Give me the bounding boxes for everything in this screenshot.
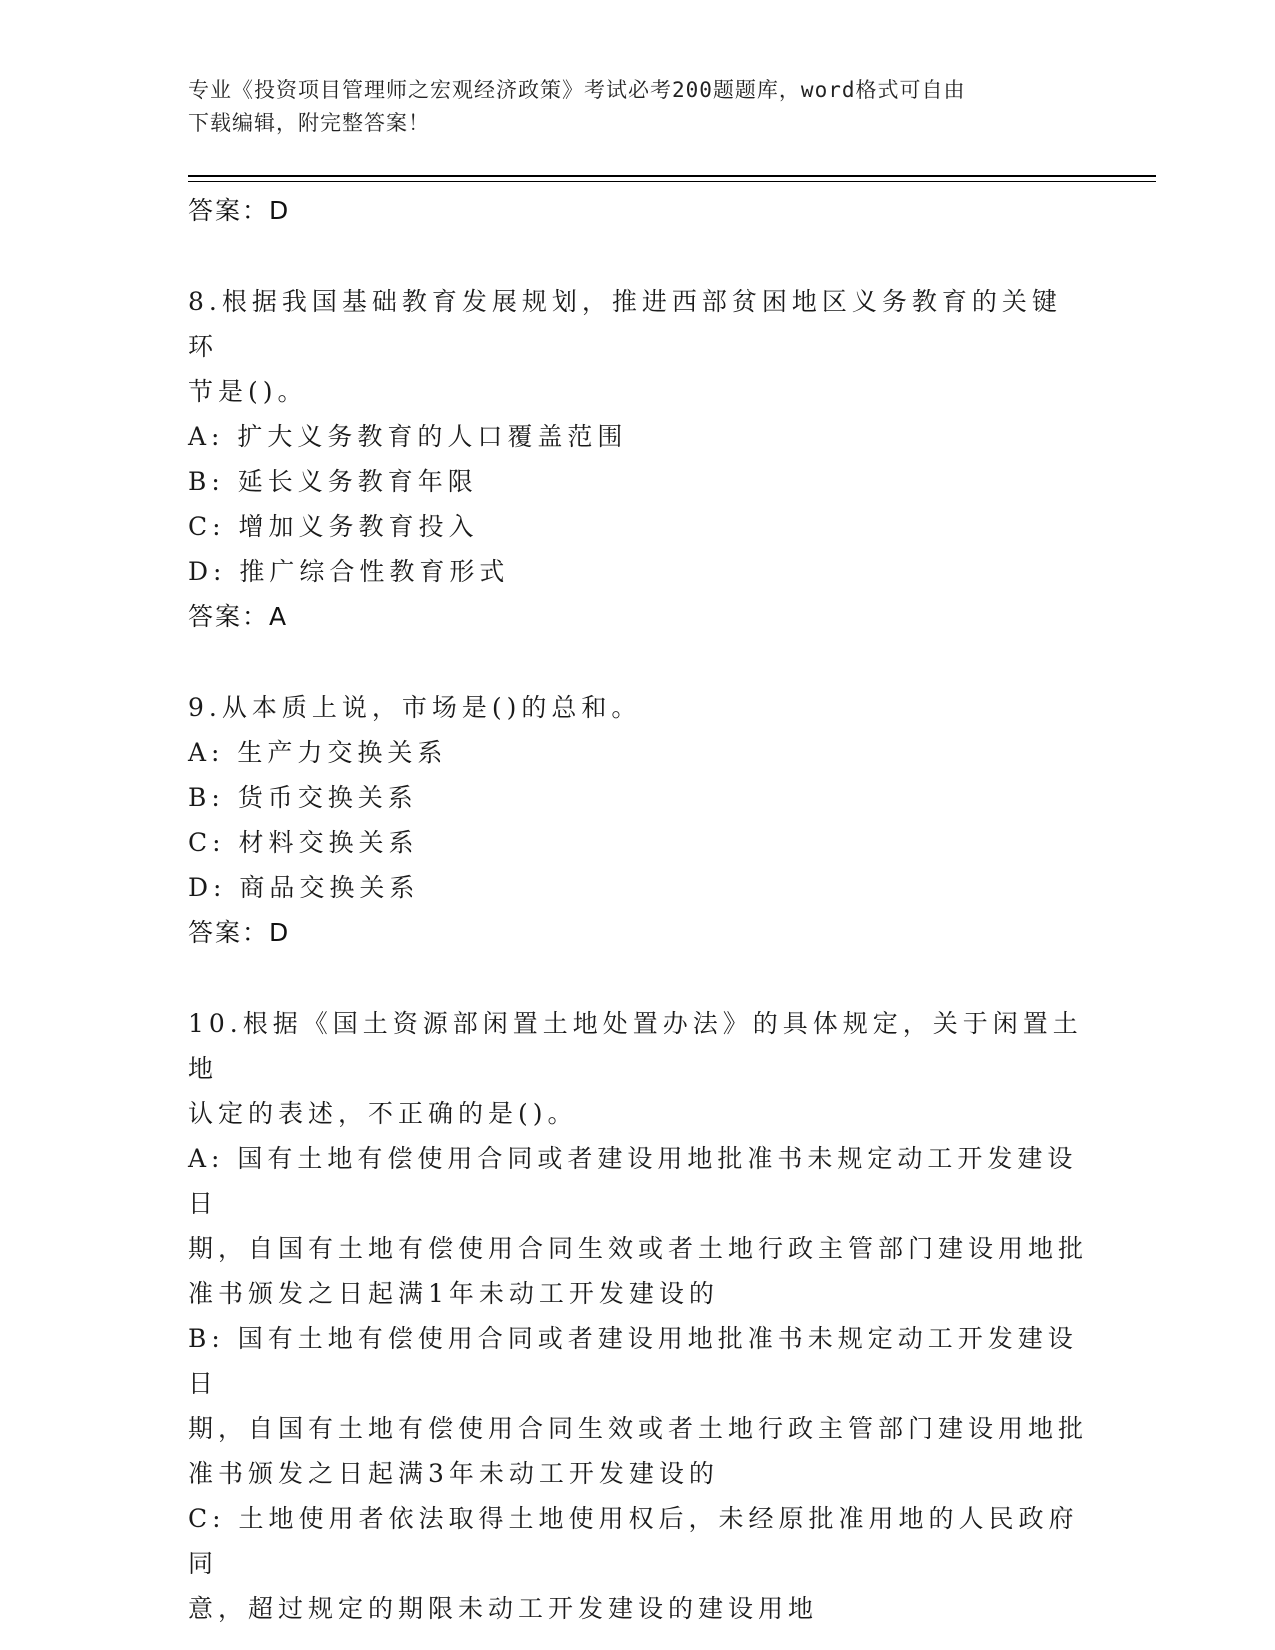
question-10-option-a-line-1: A: 国有土地有偿使用合同或者建设用地批准书未规定动工开发建设日: [188, 1144, 1078, 1218]
question-8-option-c: C: 增加义务教育投入: [188, 512, 479, 541]
header-divider-thin: [188, 181, 1156, 182]
question-8-option-b: B: 延长义务教育年限: [188, 467, 478, 496]
question-9-option-d: D: 商品交换关系: [188, 873, 420, 902]
question-8-text-line-2: 节是()。: [188, 377, 308, 406]
question-10-option-b-line-1: B: 国有土地有偿使用合同或者建设用地批准书未规定动工开发建设日: [188, 1324, 1078, 1398]
question-8-answer: 答案：A: [188, 602, 289, 631]
question-10-option-c-line-2: 意，超过规定的期限未动工开发建设的建设用地: [188, 1594, 819, 1623]
question-10-option-b-line-3: 准书颁发之日起满3年未动工开发建设的: [188, 1459, 719, 1488]
question-9-answer: 答案：D: [188, 918, 291, 947]
spacer: [188, 233, 1088, 279]
question-10-text-line-2: 认定的表述，不正确的是()。: [188, 1099, 578, 1128]
question-10-text-line-1: 10.根据《国土资源部闲置土地处置办法》的具体规定，关于闲置土地: [188, 1009, 1083, 1083]
question-8: [188, 279, 1088, 639]
question-10-option-b-line-2: 期，自国有土地有偿使用合同生效或者土地行政主管部门建设用地批: [188, 1414, 1089, 1443]
question-10-option-a-line-2: 期，自国有土地有偿使用合同生效或者土地行政主管部门建设用地批: [188, 1234, 1089, 1263]
question-10: [188, 1001, 1088, 1631]
question-8-option-a: A: 扩大义务教育的人口覆盖范围: [188, 422, 628, 451]
header-line-2: 下载编辑，附完整答案！: [188, 111, 430, 135]
question-10-option-c-line-1: C: 土地使用者依法取得土地使用权后，未经原批准用地的人民政府同: [188, 1504, 1079, 1578]
question-8-text-line-1: 8.根据我国基础教育发展规划，推进西部贫困地区义务教育的关键环: [188, 287, 1062, 361]
spacer: [188, 639, 1088, 685]
question-9: [188, 685, 1088, 955]
header-divider-thick: [188, 175, 1156, 177]
document-header: [188, 74, 1068, 140]
question-9-option-b: B: 货币交换关系: [188, 783, 418, 812]
question-10-option-a-line-3: 准书颁发之日起满1年未动工开发建设的: [188, 1279, 719, 1308]
question-8-option-d: D: 推广综合性教育形式: [188, 557, 510, 586]
question-9-text: 9.从本质上说，市场是()的总和。: [188, 693, 642, 722]
previous-answer: 答案：D: [188, 196, 291, 225]
spacer: [188, 955, 1088, 1001]
header-line-1: 专业《投资项目管理师之宏观经济政策》考试必考200题题库，word格式可自由: [188, 78, 966, 102]
question-9-option-c: C: 材料交换关系: [188, 828, 419, 857]
question-content: [188, 188, 1088, 1631]
question-9-option-a: A: 生产力交换关系: [188, 738, 448, 767]
